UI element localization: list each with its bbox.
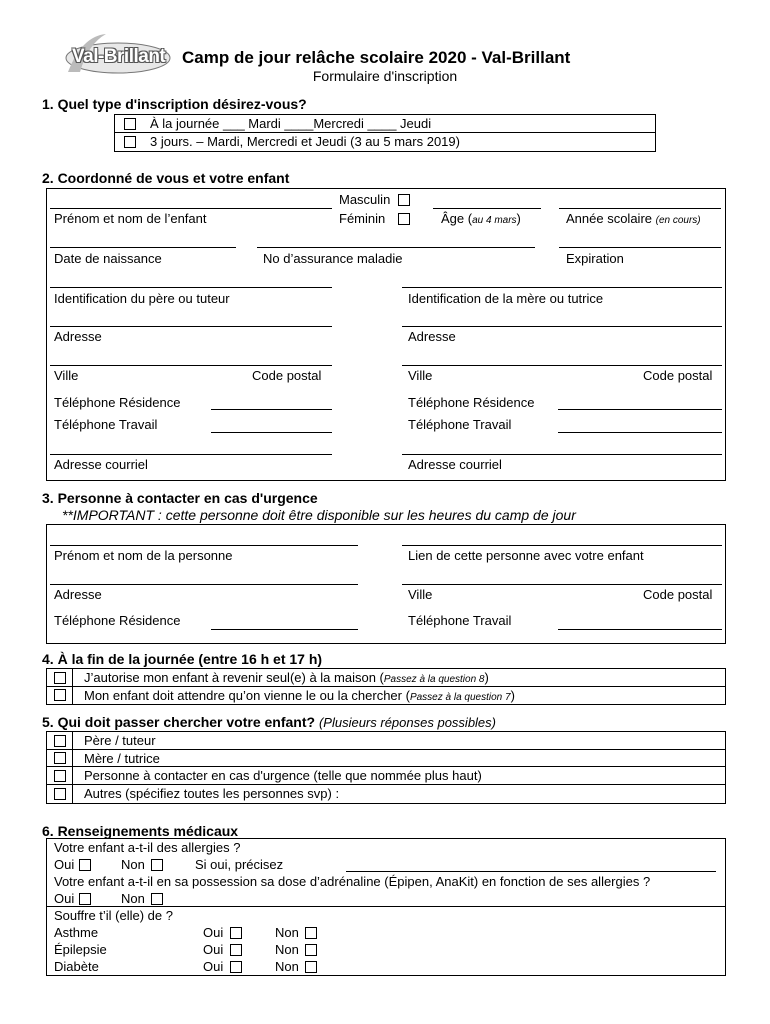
label-ville-pere: Ville — [54, 368, 79, 383]
label-annee-scolaire: Année scolaire (en cours) — [566, 211, 701, 226]
label-masculin: Masculin — [339, 192, 391, 207]
field-adresse-mere[interactable] — [402, 326, 722, 327]
checkbox-journee[interactable] — [124, 118, 136, 130]
checkbox-mere[interactable] — [54, 752, 66, 764]
field-adresse-urgence[interactable] — [50, 584, 358, 585]
label-tel-res-pere: Téléphone Résidence — [54, 395, 181, 410]
allergies-question: Votre enfant a-t-il des allergies ? — [54, 840, 241, 855]
label-allergies-oui: Oui — [54, 857, 75, 872]
section-2-box — [46, 188, 726, 481]
option-personne-urgence: Personne à contacter en cas d'urgence (telle que nommée plus haut) — [84, 768, 482, 783]
label-code-postal-mere: Code postal — [643, 368, 713, 383]
checkbox-allergies-non[interactable] — [151, 859, 163, 871]
label-asthme-non: Non — [275, 925, 299, 940]
field-prenom-enfant[interactable] — [50, 208, 332, 209]
checkbox-asthme-oui[interactable] — [230, 927, 242, 939]
field-tel-trav-pere[interactable] — [211, 432, 332, 433]
label-tel-trav-pere: Téléphone Travail — [54, 417, 158, 432]
checkbox-3-jours[interactable] — [124, 136, 136, 148]
checkbox-epilepsie-oui[interactable] — [230, 944, 242, 956]
field-precisez-allergies[interactable] — [346, 871, 716, 872]
field-annee-scolaire[interactable] — [559, 208, 721, 209]
field-ville-pere[interactable] — [50, 365, 332, 366]
label-diabete-non: Non — [275, 959, 299, 974]
option-pere: Père / tuteur — [84, 733, 156, 748]
souffre-question: Souffre t’il (elle) de ? — [54, 908, 173, 923]
field-lien[interactable] — [402, 545, 722, 546]
option-3-jours: 3 jours. – Mardi, Mercredi et Jeudi (3 au 5 mars 2019) — [150, 134, 460, 149]
field-courriel-mere[interactable] — [402, 454, 722, 455]
field-date-naissance[interactable] — [50, 247, 236, 248]
field-mere[interactable] — [402, 287, 722, 288]
checkbox-attendre[interactable] — [54, 689, 66, 701]
label-lien: Lien de cette personne avec votre enfant — [408, 548, 644, 563]
checkbox-autres[interactable] — [54, 788, 66, 800]
checkbox-epipen-non[interactable] — [151, 893, 163, 905]
label-mere: Identification de la mère ou tutrice — [408, 291, 604, 306]
checkbox-revenir-seul[interactable] — [54, 672, 66, 684]
epipen-question: Votre enfant a-t-il en sa possession sa dose d’adrénaline (Épipen, AnaKit) en fonction de ses allergies ? — [54, 874, 651, 889]
form-subtitle: Formulaire d'inscription — [312, 68, 458, 84]
field-tel-trav-urgence[interactable] — [558, 629, 722, 630]
logo-text: Val-Brillant — [72, 46, 166, 67]
section-2-heading: 2. Coordonné de vous et votre enfant — [42, 170, 290, 186]
option-attendre: Mon enfant doit attendre qu’on vienne le ou la chercher (Passez à la question 7) — [84, 688, 515, 703]
label-code-postal-pere: Code postal — [252, 368, 322, 383]
label-code-postal-urgence: Code postal — [643, 587, 713, 602]
field-courriel-pere[interactable] — [50, 454, 332, 455]
checkbox-epilepsie-non[interactable] — [305, 944, 317, 956]
field-prenom-personne[interactable] — [50, 545, 358, 546]
field-tel-trav-mere[interactable] — [558, 432, 722, 433]
checkbox-asthme-non[interactable] — [305, 927, 317, 939]
label-adresse-urgence: Adresse — [54, 587, 102, 602]
condition-diabete: Diabète — [54, 959, 99, 974]
form-title: Camp de jour relâche scolaire 2020 - Val-Brillant — [182, 48, 571, 67]
field-ville-mere[interactable] — [402, 365, 722, 366]
option-mere: Mère / tutrice — [84, 751, 160, 766]
checkbox-pere[interactable] — [54, 735, 66, 747]
checkbox-feminin[interactable] — [398, 213, 410, 225]
checkbox-allergies-oui[interactable] — [79, 859, 91, 871]
label-prenom-enfant: Prénom et nom de l’enfant — [54, 211, 207, 226]
label-date-naissance: Date de naissance — [54, 251, 162, 266]
label-courriel-mere: Adresse courriel — [408, 457, 502, 472]
section-5-heading: 5. Qui doit passer chercher votre enfant? (Plusieurs réponses possibles) — [42, 714, 496, 730]
checkbox-epipen-oui[interactable] — [79, 893, 91, 905]
section-1-heading: 1. Quel type d'inscription désirez-vous? — [42, 96, 307, 112]
condition-epilepsie: Épilepsie — [54, 942, 107, 957]
label-tel-res-mere: Téléphone Résidence — [408, 395, 535, 410]
field-expiration[interactable] — [559, 247, 721, 248]
label-epipen-oui: Oui — [54, 891, 75, 906]
checkbox-diabete-oui[interactable] — [230, 961, 242, 973]
checkbox-diabete-non[interactable] — [305, 961, 317, 973]
label-ville-urgence: Ville — [408, 587, 433, 602]
field-tel-res-urgence[interactable] — [211, 629, 358, 630]
option-journee: À la journée ___ Mardi ____Mercredi ____ Jeudi — [150, 116, 432, 131]
field-ville-urgence[interactable] — [402, 584, 722, 585]
field-age[interactable] — [433, 208, 541, 209]
label-ville-mere: Ville — [408, 368, 433, 383]
field-tel-res-pere[interactable] — [211, 409, 332, 410]
label-adresse-mere: Adresse — [408, 329, 456, 344]
label-prenom-personne: Prénom et nom de la personne — [54, 548, 233, 563]
section-3-heading: 3. Personne à contacter en cas d'urgence — [42, 490, 318, 506]
label-assurance-maladie: No d’assurance maladie — [263, 251, 403, 266]
section-6-heading: 6. Renseignements médicaux — [42, 823, 239, 839]
section-6-box — [46, 838, 726, 976]
field-tel-res-mere[interactable] — [558, 409, 722, 410]
label-expiration: Expiration — [566, 251, 624, 266]
label-epipen-non: Non — [121, 891, 145, 906]
option-revenir-seul: J’autorise mon enfant à revenir seul(e) à la maison (Passez à la question 8) — [84, 670, 489, 685]
label-tel-trav-urgence: Téléphone Travail — [408, 613, 512, 628]
label-diabete-oui: Oui — [203, 959, 224, 974]
field-pere[interactable] — [50, 287, 332, 288]
label-asthme-oui: Oui — [203, 925, 224, 940]
label-courriel-pere: Adresse courriel — [54, 457, 148, 472]
label-allergies-non: Non — [121, 857, 145, 872]
label-feminin: Féminin — [339, 211, 386, 226]
label-precisez: Si oui, précisez — [195, 857, 284, 872]
important-note: **IMPORTANT : cette personne doit être disponible sur les heures du camp de jour — [62, 507, 576, 523]
label-tel-trav-mere: Téléphone Travail — [408, 417, 512, 432]
label-pere: Identification du père ou tuteur — [54, 291, 230, 306]
checkbox-masculin[interactable] — [398, 194, 410, 206]
label-adresse-pere: Adresse — [54, 329, 102, 344]
label-epilepsie-oui: Oui — [203, 942, 224, 957]
label-tel-res-urgence: Téléphone Résidence — [54, 613, 181, 628]
field-adresse-pere[interactable] — [50, 326, 332, 327]
condition-asthme: Asthme — [54, 925, 99, 940]
field-assurance-maladie[interactable] — [257, 247, 535, 248]
option-autres: Autres (spécifiez toutes les personnes svp) : — [84, 786, 340, 801]
checkbox-personne-urgence[interactable] — [54, 770, 66, 782]
section-4-heading: 4. À la fin de la journée (entre 16 h et 17 h) — [42, 651, 323, 667]
label-age: Âge (au 4 mars) — [441, 211, 521, 226]
label-epilepsie-non: Non — [275, 942, 299, 957]
